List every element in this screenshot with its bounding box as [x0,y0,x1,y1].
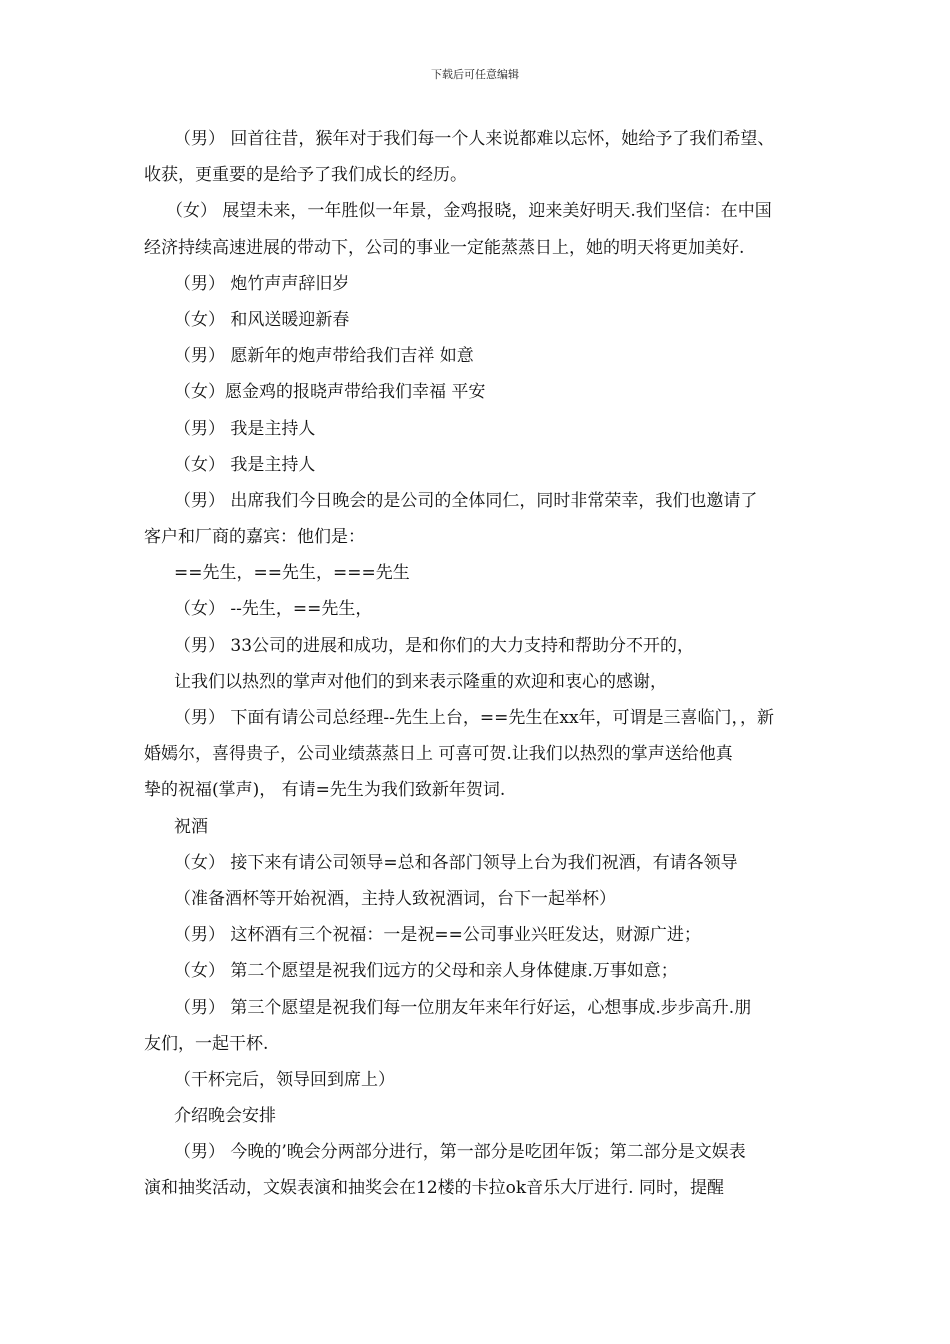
text-line: （男） 今晚的’晚会分两部分进行，第一部分是吃团年饭；第二部分是文娱表 [174,1142,746,1163]
text-line: 友们，一起干杯. [144,1033,269,1054]
text-line: （男） 33公司的进展和成功，是和你们的大力支持和帮助分不开的， [174,635,695,656]
text-line: （男） 这杯酒有三个祝福：一是祝==公司事业兴旺发达，财源广进； [174,925,701,946]
text-line: 演和抽奖活动，文娱表演和抽奖会在12楼的卡拉ok音乐大厅进行. 同时，提醒 [144,1178,724,1199]
text-line: （女） 第二个愿望是祝我们远方的父母和亲人身体健康.万事如意； [174,961,678,982]
page-header-note: 下载后可任意编辑 [431,68,519,81]
text-line: （女）愿金鸡的报晓声带给我们幸福 平安 [174,382,486,403]
section-heading: 祝酒 [174,816,208,837]
text-line: ==先生，==先生，===先生 [174,563,410,584]
text-line: （男） 回首往昔，猴年对于我们每一个人来说都难以忘怀，她给予了我们希望、 [174,129,775,149]
text-line: （男） 下面有请公司总经理--先生上台，==先生在xx年，可谓是三喜临门，，新 [174,708,775,728]
text-line: 经济持续高速进展的带动下，公司的事业一定能蒸蒸日上，她的明天将更加美好. [144,237,745,258]
text-line: （女） 展望未来，一年胜似一年景，金鸡报晓，迎来美好明天.我们坚信：在中国 [166,201,772,222]
text-line: （准备酒杯等开始祝酒，主持人致祝酒词，台下一起举杯） [174,888,616,909]
text-line: （女） 和风送暖迎新春 [174,309,350,330]
text-line: （男） 第三个愿望是祝我们每一位朋友年来年行好运，心想事成.步步高升.朋 [174,997,752,1018]
text-line: （干杯完后，领导回到席上） [174,1069,395,1090]
text-line: 婚嫣尔，喜得贵子，公司业绩蒸蒸日上 可喜可贺.让我们以热烈的掌声送给他真 [144,744,733,765]
text-line: （女） 我是主持人 [174,454,316,475]
section-heading: 介绍晚会安排 [174,1106,276,1127]
text-line: （女） --先生，==先生， [174,599,373,620]
text-line: 挚的祝福(掌声)， 有请=先生为我们致新年贺词. [144,780,506,801]
document-body [144,121,814,1207]
text-line: （男） 出席我们今日晚会的是公司的全体同仁，同时非常荣幸，我们也邀请了 [174,490,758,511]
text-line: 客户和厂商的嘉宾：他们是： [144,527,365,548]
text-line: （男） 我是主持人 [174,418,316,439]
text-line: （女） 接下来有请公司领导=总和各部门领导上台为我们祝酒，有请各领导 [174,852,738,873]
text-line: 让我们以热烈的掌声对他们的到来表示隆重的欢迎和衷心的感谢， [174,671,667,692]
text-line: （男） 愿新年的炮声带给我们吉祥 如意 [174,346,474,367]
text-line: 收获，更重要的是给予了我们成长的经历。 [144,165,467,186]
text-line: （男） 炮竹声声辞旧岁 [174,273,350,294]
